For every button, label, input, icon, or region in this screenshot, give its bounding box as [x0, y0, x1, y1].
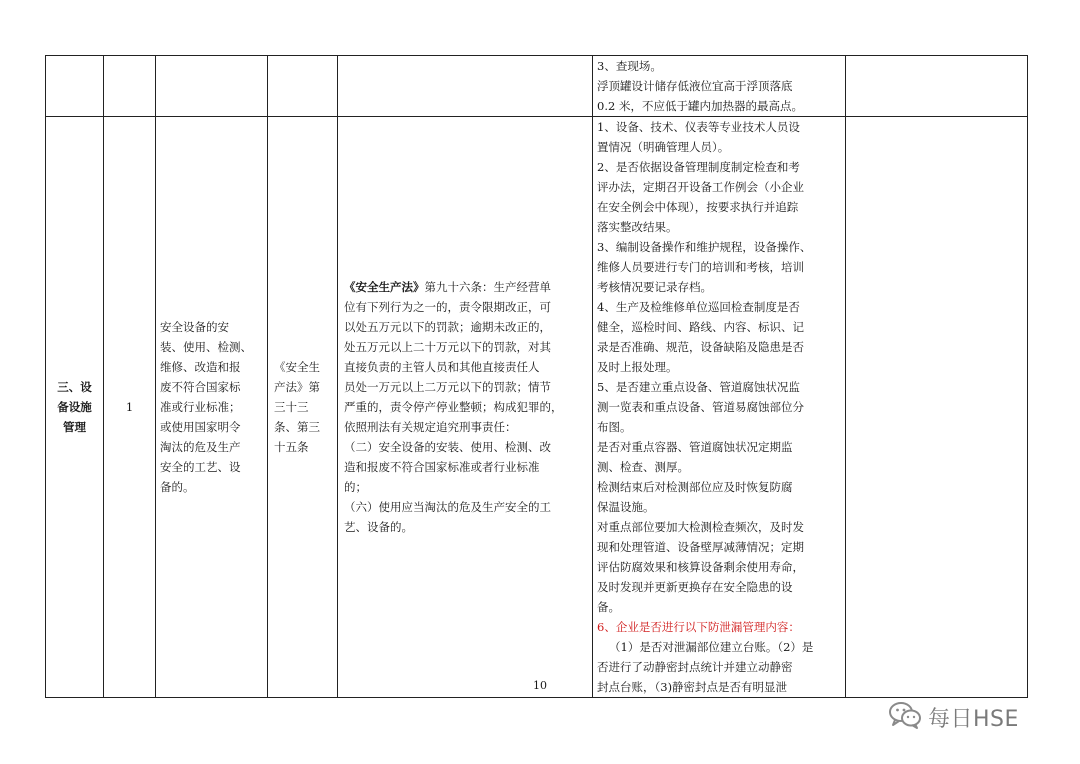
law-line: （二）安全设备的安装、使用、检测、改	[344, 440, 551, 454]
check-line-highlight: 6、企业是否进行以下防泄漏管理内容：	[597, 620, 800, 634]
content-line: 或使用国家明令	[160, 420, 241, 434]
law-line: 以处五万元以下的罚款；逾期未改正的，	[344, 320, 551, 334]
category-label: 备设施	[57, 400, 92, 414]
check-line: 置情况（明确管理人员）。	[597, 140, 730, 154]
item-number: 1	[125, 400, 134, 414]
content-cell	[156, 56, 268, 117]
law-cell	[338, 117, 593, 698]
table-row	[46, 56, 1028, 117]
check-line: 3、查现场。	[597, 59, 662, 73]
number-cell	[104, 56, 156, 117]
law-line: （六）使用应当淘汰的危及生产安全的工	[344, 500, 551, 514]
check-line: 浮顶罐设计储存低液位宜高于浮顶落底	[597, 79, 793, 93]
law-line: 的；	[344, 480, 367, 494]
basis-line: 产法》第	[274, 380, 320, 394]
law-line: 处五万元以上二十万元以下的罚款，对其	[344, 340, 551, 354]
content-line: 备的。	[160, 480, 195, 494]
check-line: 评办法，定期召开设备工作例会（小企业	[597, 180, 804, 194]
check-line: 5、是否建立重点设备、管道腐蚀状况监	[597, 380, 800, 394]
check-line: 布图。	[597, 420, 632, 434]
check-line: 评估防腐效果和核算设备剩余使用寿命，	[597, 560, 804, 574]
law-line: 直接负责的主管人员和其他直接责任人	[344, 360, 540, 374]
law-line: 第九十六条：生产经营单	[424, 280, 551, 294]
check-line: 备。	[597, 600, 620, 614]
table-row	[46, 117, 1028, 698]
check-line: 是否对重点容器、管道腐蚀状况定期监	[597, 440, 793, 454]
category-label: 管理	[63, 420, 86, 434]
basis-line: 《安全生	[274, 360, 320, 374]
check-criteria-cell	[593, 117, 846, 698]
category-cell	[46, 117, 104, 698]
check-line: 考核情况要记录存档。	[597, 280, 712, 294]
check-line: 测一览表和重点设备、管道易腐蚀部位分	[597, 400, 804, 414]
content-line: 装、使用、检测、	[160, 340, 252, 354]
check-line: 落实整改结果。	[597, 220, 678, 234]
remarks-cell	[846, 117, 1028, 698]
check-line: 测、检查、测厚。	[597, 460, 689, 474]
check-line: 保温设施。	[597, 500, 655, 514]
watermark-text: 每日HSE	[928, 706, 1019, 732]
check-line: 现和处理管道、设备壁厚减薄情况；定期	[597, 540, 804, 554]
law-line: 员处一万元以上二万元以下的罚款；情节	[344, 380, 551, 394]
check-line: 否进行了动静密封点统计并建立动静密	[597, 660, 793, 674]
check-line: 封点台账，（3)静密封点是否有明显泄	[597, 680, 788, 694]
category-cell	[46, 56, 104, 117]
content-line: 安全设备的安	[160, 320, 229, 334]
category-label: 三、设	[57, 380, 92, 394]
number-cell	[104, 117, 156, 698]
content-line: 准或行业标准；	[160, 400, 241, 414]
law-line: 造和报废不符合国家标准或者行业标准	[344, 460, 540, 474]
watermark	[888, 697, 1019, 737]
law-cell	[338, 56, 593, 117]
content-line: 废不符合国家标	[160, 380, 241, 394]
basis-cell	[268, 56, 338, 117]
basis-line: 条、第三	[274, 420, 320, 434]
check-line: 及时上报处理。	[597, 360, 678, 374]
content-line: 淘汰的危及生产	[160, 440, 241, 454]
check-line-text: （1）是否对泄漏部位建立台账。（2）是	[609, 640, 814, 654]
law-title: 《安全生产法》	[344, 280, 425, 294]
remarks-cell	[846, 56, 1028, 117]
law-line: 依照刑法有关规定追究刑事责任：	[344, 420, 517, 434]
basis-line: 十五条	[274, 440, 309, 454]
check-line: 对重点部位要加大检测检查频次，及时发	[597, 520, 804, 534]
content-line: 维修、改造和报	[160, 360, 241, 374]
check-criteria-cell	[593, 56, 846, 117]
check-line: 4、生产及检维修单位巡回检查制度是否	[597, 300, 800, 314]
check-line: 1、设备、技术、仪表等专业技术人员设	[597, 120, 800, 134]
check-line: 维修人员要进行专门的培训和考核，培训	[597, 260, 804, 274]
wechat-icon	[888, 700, 922, 734]
page-number: 10	[533, 679, 547, 692]
content-line: 安全的工艺、设	[160, 460, 241, 474]
law-line: 位有下列行为之一的，责令限期改正，可	[344, 300, 551, 314]
check-line: 0.2 米，不应低于罐内加热器的最高点。	[597, 99, 803, 113]
basis-cell	[268, 117, 338, 698]
inspection-table	[45, 55, 1028, 698]
check-line	[597, 637, 842, 657]
check-line: 健全，巡检时间、路线、内容、标识、记	[597, 320, 804, 334]
basis-line: 三十三	[274, 400, 309, 414]
check-line: 及时发现并更新更换存在安全隐患的设	[597, 580, 793, 594]
check-line: 3、编制设备操作和维护规程，设备操作、	[597, 240, 812, 254]
content-cell	[156, 117, 268, 698]
check-line: 录是否准确、规范，设备缺陷及隐患是否	[597, 340, 804, 354]
check-line: 在安全例会中体现），按要求执行并追踪	[597, 200, 799, 214]
law-first-line	[344, 277, 588, 297]
law-line: 艺、设备的。	[344, 520, 413, 534]
check-line: 检测结束后对检测部位应及时恢复防腐	[597, 480, 793, 494]
check-line: 2、是否依据设备管理制度制定检查和考	[597, 160, 800, 174]
law-line: 严重的，责令停产停业整顿；构成犯罪的，	[344, 400, 563, 414]
